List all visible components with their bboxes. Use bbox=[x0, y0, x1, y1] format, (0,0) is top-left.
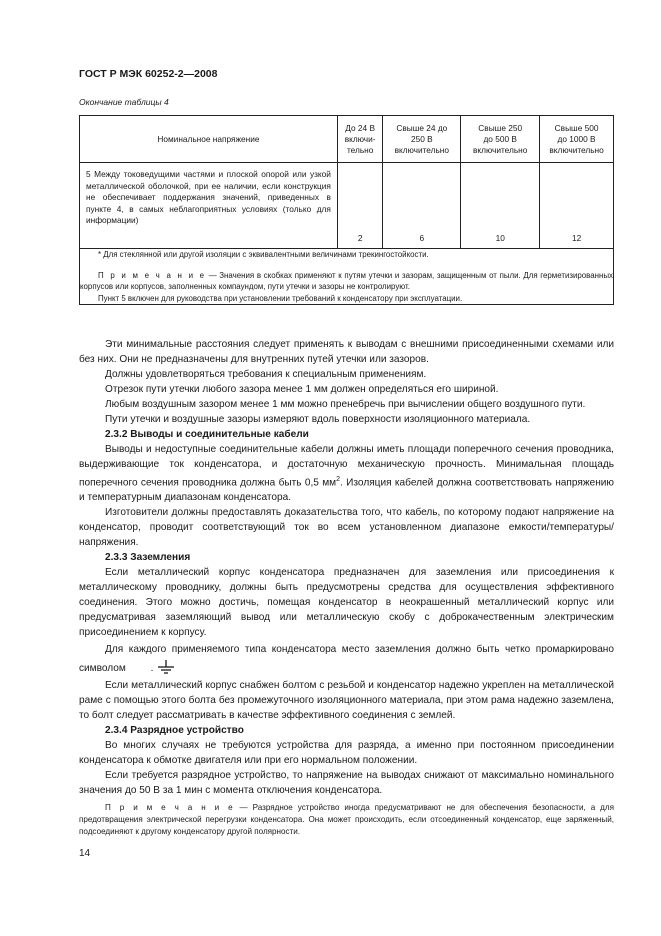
section-heading-2-3-2: 2.3.2 Выводы и соединительные кабели bbox=[105, 429, 309, 440]
section-heading-2-3-4: 2.3.4 Разрядное устройство bbox=[105, 725, 244, 737]
paragraph: Пути утечки и воздушные зазоры измеряют вдоль поверхности изоляционного материала. bbox=[105, 414, 531, 425]
paragraph bbox=[79, 442, 614, 505]
paragraph bbox=[79, 640, 614, 678]
paragraph: Любым воздушным зазором менее 1 мм можно пренебречь при вычислении общего воздушного пути. bbox=[105, 399, 586, 410]
note-text: — Разрядное устройство иногда предусматривают не для обеспечения безопасности, а для предотвращения электрической перегрузки конденсатора. Она может происходить, если отсоединенный конденсатор, еще заряженный, подсоединяют к другому конденсатору другой полярности. bbox=[79, 803, 614, 836]
paragraph-part: . Изоляция кабелей должна соответствовать напряжению и температурным диапазонам конденсатора. bbox=[79, 477, 615, 504]
header-col-250: Свыше 24 до 250 В включительно bbox=[383, 116, 461, 163]
table-row bbox=[80, 163, 614, 249]
table-note-text: — Значения в скобках применяют к путям утечки и зазорам, защищенным от пыли. Для герметизированных корпусов или корпусов, заполненных компаундом, пути утечки и зазоры не контролируют. bbox=[80, 270, 613, 291]
discharge-note bbox=[79, 802, 614, 838]
paragraph-part: Для каждого применяемого типа конденсатора место заземления должно быть четко промаркировано символом bbox=[79, 644, 614, 675]
row-description-cell bbox=[80, 163, 338, 249]
ground-symbol-icon bbox=[129, 660, 151, 674]
header-col-1000: Свыше 500 до 1000 В включительно bbox=[540, 116, 614, 163]
row-description: 5 Между токоведущими частями и плоской опорой или узкой металлической оболочкой, при ее наличии, если конструкция не обеспечивает поддержания значений, приведенных в пункте 4, в самых неблагоприятных условиях (только для информации) bbox=[86, 169, 331, 226]
paragraph: Во многих случаях не требуются устройства для разряда, а именно при постоянном присоединении конденсатора к обмотке двигателя или при его нормальном положении. bbox=[79, 740, 614, 767]
paragraph: Эти минимальные расстояния следует применять к выводам с внешними присоединенными схемами или без них. Они не предназначены для внутренних путей утечки или зазоров. bbox=[79, 339, 614, 365]
table-note bbox=[80, 270, 613, 293]
table-caption: Окончание таблицы 4 bbox=[79, 97, 169, 107]
header-nominal-voltage: Номинальное напряжение bbox=[80, 116, 338, 163]
table-note-line2: Пункт 5 включен для руководства при установлении требований к конденсатору при эксплуатации. bbox=[98, 293, 463, 303]
superscript: 2 bbox=[336, 476, 341, 483]
row-value-1000: 12 bbox=[540, 163, 614, 249]
table-4 bbox=[79, 115, 614, 305]
paragraph: Отрезок пути утечки любого зазора менее 1 мм должен определяться его шириной. bbox=[105, 384, 499, 395]
note-paragraph bbox=[79, 802, 614, 838]
table-notes bbox=[80, 249, 614, 305]
table-header-row bbox=[80, 116, 614, 163]
page-number: 14 bbox=[79, 848, 91, 859]
note-label: П р и м е ч а н и е bbox=[105, 803, 235, 812]
row-value-500: 10 bbox=[461, 163, 540, 249]
header-col-24: До 24 В включи- тельно bbox=[337, 116, 383, 163]
table-note-label: П р и м е ч а н и е bbox=[98, 270, 207, 280]
row-value-250: 6 bbox=[383, 163, 461, 249]
paragraph: Если металлический корпус конденсатора предназначен для заземления или присоединения к металлическому проводнику, должны быть предусмотрены средства для осуществления эффективного соединения. Этого можно достичь, помещая конденсатор в неокрашенный металлический корпус или предусматривая заземляющий вывод или металлическую скобу с доброкачественным электрическим присоединением к корпусу. bbox=[79, 567, 614, 639]
table-notes-row bbox=[80, 249, 614, 305]
paragraph-part: . bbox=[150, 663, 154, 675]
table-footnote: * Для стеклянной или другой изоляции с эквивалентными величинами трекингостойкости. bbox=[98, 250, 429, 259]
section-heading-2-3-3: 2.3.3 Заземления bbox=[105, 552, 191, 564]
row-value-24: 2 bbox=[337, 163, 383, 249]
document-header: ГОСТ Р МЭК 60252-2—2008 bbox=[79, 68, 218, 80]
paragraph-part: Выводы и недоступные соединительные кабели должны иметь площади поперечного сечения проводника, выдерживающие ток конденсатора, и достаточную механическую прочность. Минимальная площадь поперечного сечения проводника должна быть 0,5 мм bbox=[79, 444, 614, 489]
header-col-500: Свыше 250 до 500 В включительно bbox=[461, 116, 540, 163]
body-text bbox=[79, 337, 614, 798]
paragraph: Если металлический корпус снабжен болтом с резьбой и конденсатор надежно укреплен на металлической раме с помощью этого болта без промежуточного изоляционного материала, при этом рама надежно заземлена, то болт следует рассматривать в качестве эффективного соединения с землей. bbox=[79, 680, 614, 722]
paragraph: Должны удовлетворяться требования к специальным применениям. bbox=[105, 369, 427, 380]
paragraph: Изготовители должны предоставлять доказательства того, что кабель, по которому подают напряжение на конденсатор, проводит соответствующий ток во всем установленном диапазоне емкости/температуры/напряжения. bbox=[79, 507, 614, 549]
paragraph: Если требуется разрядное устройство, то напряжение на выводах снижают от максимально номинального значения до 50 В за 1 мин с момента отключения конденсатора. bbox=[79, 770, 614, 797]
